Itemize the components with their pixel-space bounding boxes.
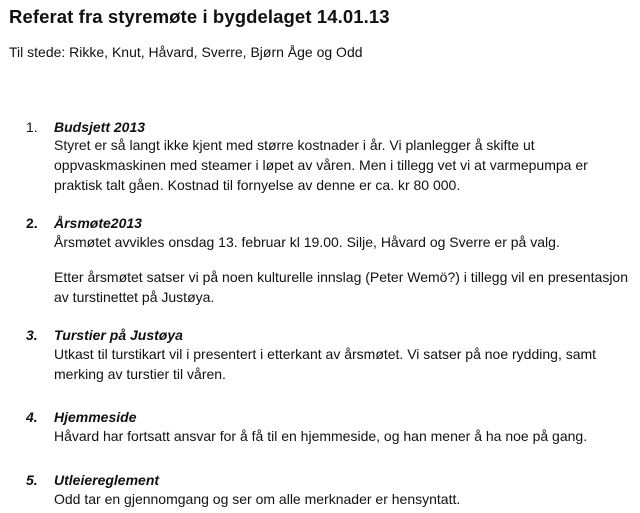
paragraph-line: merking av turstier til våren. — [54, 366, 226, 382]
item-paragraph — [54, 489, 460, 509]
item-number: 5. — [26, 472, 38, 488]
item-heading: Budsjett 2013 — [54, 119, 146, 135]
paragraph-line: Odd tar en gjennomgang og ser om alle merknader er hensyntatt. — [54, 491, 461, 507]
item-paragraph — [54, 426, 587, 446]
paragraph-line: Etter årsmøtet satser vi på noen kulturelle innslag (Peter Wemö?) i tillegg vil en presentasjon — [54, 269, 629, 285]
item-number: 3. — [26, 327, 38, 343]
item-heading: Utleiereglement — [54, 472, 160, 488]
item-paragraph — [54, 135, 588, 195]
item-number: 2. — [26, 215, 38, 231]
item-heading: Hjemmeside — [54, 409, 137, 425]
paragraph-line: av turstinettet på Justøya. — [54, 289, 215, 305]
paragraph-line: Utkast til turstikart vil i presentert i etterkant av årsmøtet. Vi satser på noe rydding, samt — [54, 346, 597, 362]
paragraph-line: Håvard har fortsatt ansvar for å få til en hjemmeside, og han mener å ha noe på gang. — [54, 428, 588, 444]
item-number: 1. — [26, 119, 38, 135]
paragraph-line: praktisk talt gåen. Kostnad til fornyelse av denne er ca. kr 80 000. — [54, 177, 461, 193]
paragraph-line: oppvaskmaskinen med steamer i løpet av våren. Men i tillegg vet vi at varmepumpa er — [54, 157, 588, 173]
paragraph-line: Årsmøtet avvikles onsdag 13. februar kl 19.00. Silje, Håvard og Sverre er på valg. — [54, 234, 560, 250]
item-paragraph — [54, 267, 628, 307]
item-paragraph — [54, 344, 596, 384]
attendees-line: Til stede: Rikke, Knut, Håvard, Sverre, Bjørn Åge og Odd — [9, 44, 363, 60]
paragraph-line: Styret er så langt ikke kjent med større kostnader i år. Vi planlegger å skifte ut — [54, 137, 535, 153]
item-number: 4. — [26, 409, 38, 425]
item-heading: Turstier på Justøya — [54, 327, 183, 343]
item-paragraph — [54, 232, 560, 252]
document-title: Referat fra styremøte i bygdelaget 14.01.13 — [9, 6, 390, 27]
item-heading: Årsmøte2013 — [54, 215, 142, 231]
